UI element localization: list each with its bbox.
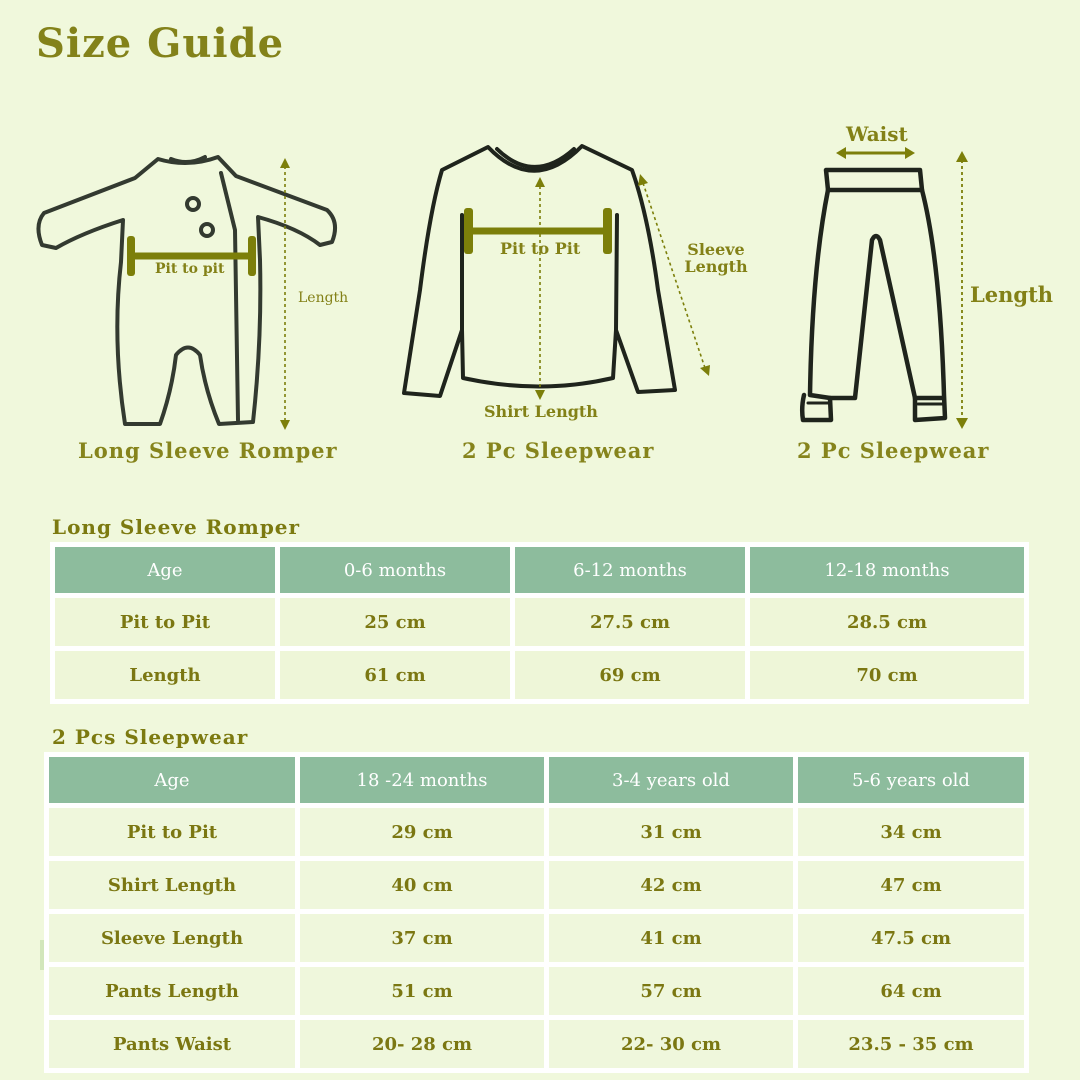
table-row (49, 914, 1024, 962)
page-title: Size Guide (36, 20, 285, 67)
header-cell: 12-18 months (750, 547, 1024, 593)
pants-illustration (802, 170, 945, 420)
romper-pit-label: Pit to pit (155, 261, 225, 277)
table-header-row (55, 547, 1024, 593)
table-cell: 47.5 cm (798, 914, 1024, 962)
table-cell: 23.5 - 35 cm (798, 1020, 1024, 1068)
romper-illustration (38, 157, 335, 424)
row-label: Pants Waist (49, 1020, 295, 1068)
table-cell: 31 cm (549, 808, 793, 856)
garment-label-pants: 2 Pc Sleepwear (797, 438, 990, 463)
header-cell: 18 -24 months (300, 757, 544, 803)
header-cell: 0-6 months (280, 547, 510, 593)
table-cell: 27.5 cm (515, 598, 745, 646)
table-cell: 28.5 cm (750, 598, 1024, 646)
shirt-pit-label: Pit to Pit (500, 239, 581, 258)
shirt-measure-lines (464, 174, 710, 400)
table-cell: 40 cm (300, 861, 544, 909)
table-cell: 57 cm (549, 967, 793, 1015)
romper-table-title: Long Sleeve Romper (52, 515, 301, 539)
waist-label: Waist (846, 122, 908, 146)
table-row (55, 651, 1024, 699)
table-cell: 20- 28 cm (300, 1020, 544, 1068)
table-cell: 34 cm (798, 808, 1024, 856)
header-cell: 6-12 months (515, 547, 745, 593)
sleeve-length-label: Sleeve Length (684, 240, 748, 276)
table-cell: 41 cm (549, 914, 793, 962)
header-cell: 3-4 years old (549, 757, 793, 803)
table-row (49, 861, 1024, 909)
garment-label-shirt: 2 Pc Sleepwear (462, 438, 655, 463)
garment-label-romper: Long Sleeve Romper (78, 438, 338, 463)
row-label: Pit to Pit (49, 808, 295, 856)
table-cell: 69 cm (515, 651, 745, 699)
header-cell: Age (55, 547, 275, 593)
table-header-row (49, 757, 1024, 803)
row-label: Shirt Length (49, 861, 295, 909)
row-label: Sleeve Length (49, 914, 295, 962)
romper-size-table (50, 542, 1029, 704)
header-cell: Age (49, 757, 295, 803)
table-cell: 42 cm (549, 861, 793, 909)
table-cell: 25 cm (280, 598, 510, 646)
sleepwear-size-table (44, 752, 1029, 1073)
table-row (55, 598, 1024, 646)
table-cell: 47 cm (798, 861, 1024, 909)
table-cell: 70 cm (750, 651, 1024, 699)
pants-length-label: Length (970, 282, 1054, 307)
table-cell: 61 cm (280, 651, 510, 699)
table-cell: 37 cm (300, 914, 544, 962)
row-label: Length (55, 651, 275, 699)
table-row (49, 808, 1024, 856)
table-cell: 29 cm (300, 808, 544, 856)
table-cell: 51 cm (300, 967, 544, 1015)
table-cell: 64 cm (798, 967, 1024, 1015)
header-cell: 5-6 years old (798, 757, 1024, 803)
row-label: Pit to Pit (55, 598, 275, 646)
shirt-length-label: Shirt Length (484, 402, 598, 421)
sleepwear-table-title: 2 Pcs Sleepwear (52, 725, 249, 749)
table-row (49, 1020, 1024, 1068)
row-label: Pants Length (49, 967, 295, 1015)
romper-length-label: Length (298, 290, 349, 306)
table-cell: 22- 30 cm (549, 1020, 793, 1068)
table-row (49, 967, 1024, 1015)
